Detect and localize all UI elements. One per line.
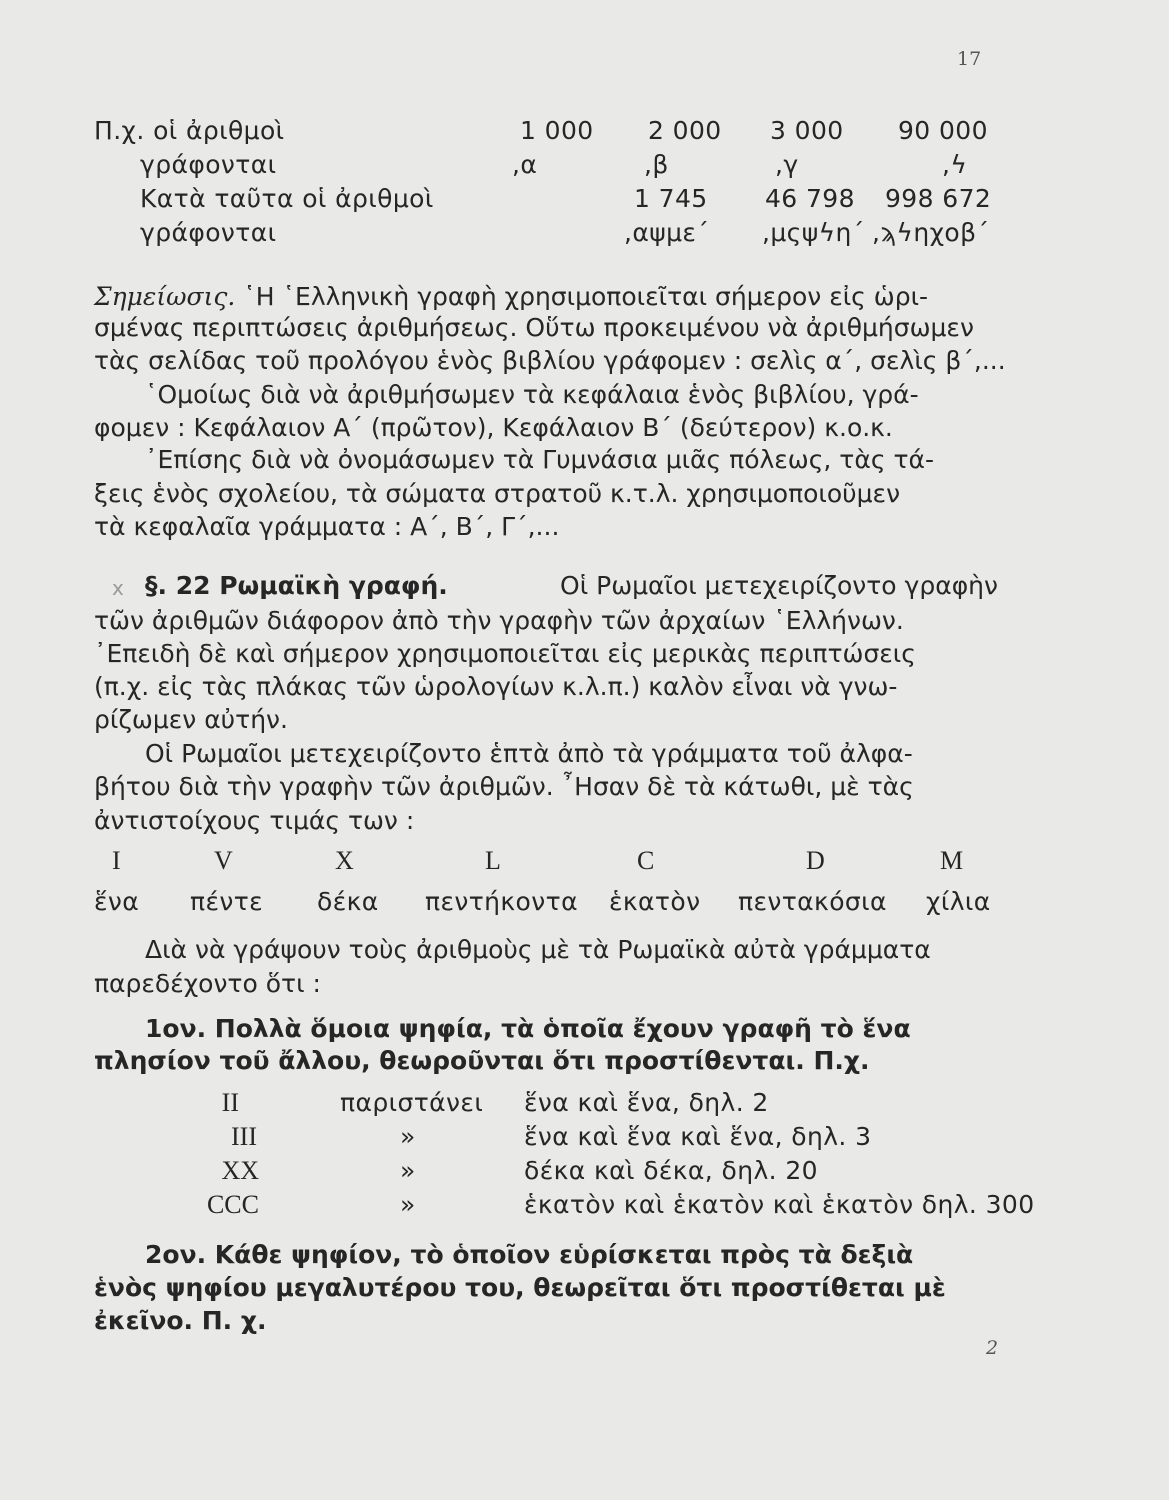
- numeral-letter: M: [940, 846, 964, 875]
- page-number: 17: [957, 48, 982, 70]
- numeral-word: δέκα: [317, 887, 379, 916]
- example-verb: παριστάνει: [340, 1088, 484, 1117]
- text-line: ἀντιστοίχους τιμάς των :: [94, 806, 415, 835]
- section-heading: §. 22 Ρωμαϊκὴ γραφή.: [145, 571, 448, 600]
- rule-2-line: 2ον. Κάθε ψηφίον, τὸ ὁποῖον εὑρίσκεται πρὸς τὰ δεξιὰ: [145, 1240, 914, 1269]
- table-cell: 1 000: [520, 116, 594, 145]
- table-cell: ,ϡϟηχοβ΄: [872, 218, 990, 247]
- example-numeral: CCC: [206, 1190, 259, 1219]
- table-cell: 3 000: [770, 116, 844, 145]
- numeral-word: χίλια: [926, 887, 991, 916]
- example-numeral: XX: [221, 1156, 259, 1185]
- numeral-word: ἑκατὸν: [609, 887, 701, 916]
- example-meaning: ἕνα καὶ ἕνα καὶ ἕνα, δηλ. 3: [524, 1122, 872, 1151]
- text-line: Διὰ νὰ γράψουν τοὺς ἀριθμοὺς μὲ τὰ Ρωμαϊκὰ αὐτὰ γράμματα: [145, 935, 931, 964]
- numeral-letter: D: [806, 846, 825, 875]
- example-verb: »: [400, 1156, 416, 1185]
- note-heading: Σημείωσις.: [94, 282, 236, 311]
- text-line: βήτου διὰ τὴν γραφὴν τῶν ἀριθμῶν. ῏Ησαν δὲ τὰ κάτωθι, μὲ τὰς: [94, 772, 914, 801]
- numeral-letter: I: [112, 846, 121, 875]
- text-line: (π.χ. εἰς τὰς πλάκας τῶν ὡρολογίων κ.λ.π.) καλὸν εἶναι νὰ γνω-: [94, 672, 898, 701]
- text-line: Οἱ Ρωμαῖοι μετεχειρίζοντο γραφὴν: [560, 571, 998, 600]
- text-line: ρίζωμεν αὐτήν.: [94, 705, 288, 734]
- text-line: παρεδέχοντο ὅτι :: [94, 969, 321, 998]
- table-row-2-label: γράφονται: [140, 150, 277, 179]
- numeral-letter: V: [214, 846, 233, 875]
- table-cell: ,β: [644, 150, 669, 179]
- example-verb: »: [400, 1122, 416, 1151]
- table-cell: 998 672: [885, 184, 992, 213]
- numeral-letter: X: [335, 846, 354, 875]
- numeral-word: πεντήκοντα: [425, 887, 578, 916]
- example-meaning: δέκα καὶ δέκα, δηλ. 20: [524, 1156, 818, 1185]
- text-line: τὰς σελίδας τοῦ προλόγου ἑνὸς βιβλίου γράφομεν : σελὶς α΄, σελὶς β΄,...: [94, 346, 1006, 375]
- numeral-letter: L: [485, 846, 501, 875]
- example-numeral: II: [221, 1088, 239, 1117]
- example-numeral: III: [231, 1122, 257, 1151]
- table-cell: ,α: [512, 150, 538, 179]
- numeral-word: ἕνα: [94, 887, 140, 916]
- table-row-4-label: γράφονται: [140, 218, 277, 247]
- table-row-1-label: Π.χ. οἱ ἀριθμοὶ: [94, 116, 285, 145]
- numeral-letter: C: [637, 846, 655, 875]
- margin-mark: x: [112, 576, 124, 600]
- table-row-3-label: Κατὰ ταῦτα οἱ ἀριθμοὶ: [140, 184, 434, 213]
- table-cell: 2 000: [648, 116, 722, 145]
- text-line: Οἱ Ρωμαῖοι μετεχειρίζοντο ἑπτὰ ἀπὸ τὰ γράμματα τοῦ ἀλφα-: [145, 739, 913, 768]
- text-line: φομεν : Κεφάλαιον Α΄ (πρῶτον), Κεφάλαιον Β΄ (δεύτερον) κ.ο.κ.: [94, 413, 893, 442]
- table-cell: ,γ: [775, 150, 799, 179]
- signature-mark: 2: [986, 1337, 999, 1359]
- example-verb: »: [400, 1190, 416, 1219]
- rule-1-line: 1ον. Πολλὰ ὅμοια ψηφία, τὰ ὁποῖα ἔχουν γραφῆ τὸ ἕνα: [145, 1014, 911, 1043]
- example-meaning: ἑκατὸν καὶ ἑκατὸν καὶ ἑκατὸν δηλ. 300: [524, 1190, 1035, 1219]
- rule-2-line: ἑνὸς ψηφίου μεγαλυτέρου του, θεωρεῖται ὅτι προστίθεται μὲ: [94, 1273, 946, 1302]
- table-cell: ,ϟ: [942, 150, 968, 179]
- numeral-word: πέντε: [190, 887, 264, 916]
- rule-2-line: ἐκεῖνο. Π. χ.: [94, 1306, 267, 1335]
- text-line: ξεις ἑνὸς σχολείου, τὰ σώματα στρατοῦ κ.τ.λ. χρησιμοποιοῦμεν: [94, 479, 901, 508]
- text-line: ῾Η ῾Ελληνικὴ γραφὴ χρησιμοποιεῖται σήμερον εἰς ὡρι-: [243, 282, 929, 311]
- text-line: ᾿Επίσης διὰ νὰ ὀνομάσωμεν τὰ Γυμνάσια μιᾶς πόλεως, τὰς τά-: [145, 445, 935, 474]
- table-cell: 90 000: [898, 116, 988, 145]
- numeral-word: πεντακόσια: [738, 887, 887, 916]
- rule-1-line: πλησίον τοῦ ἄλλου, θεωροῦνται ὅτι προστίθενται. Π.χ.: [94, 1046, 870, 1075]
- table-cell: ,αψμε΄: [624, 218, 710, 247]
- text-line: σμένας περιπτώσεις ἀριθμήσεως. Οὕτω προκειμένου νὰ ἀριθμήσωμεν: [94, 313, 974, 342]
- example-meaning: ἕνα καὶ ἕνα, δηλ. 2: [524, 1088, 769, 1117]
- table-cell: 46 798: [765, 184, 855, 213]
- text-line: ῾Ομοίως διὰ νὰ ἀριθμήσωμεν τὰ κεφάλαια ἑνὸς βιβλίου, γρά-: [145, 380, 919, 409]
- table-cell: ,μςψϟη΄: [762, 218, 865, 247]
- text-line: τῶν ἀριθμῶν διάφορον ἀπὸ τὴν γραφὴν τῶν ἀρχαίων ῾Ελλήνων.: [94, 606, 904, 635]
- text-line: τὰ κεφαλαῖα γράμματα : Α΄, Β΄, Γ΄,...: [94, 512, 560, 541]
- text-line: ᾿Επειδὴ δὲ καὶ σήμερον χρησιμοποιεῖται εἰς μερικὰς περιπτώσεις: [94, 639, 916, 668]
- table-cell: 1 745: [634, 184, 708, 213]
